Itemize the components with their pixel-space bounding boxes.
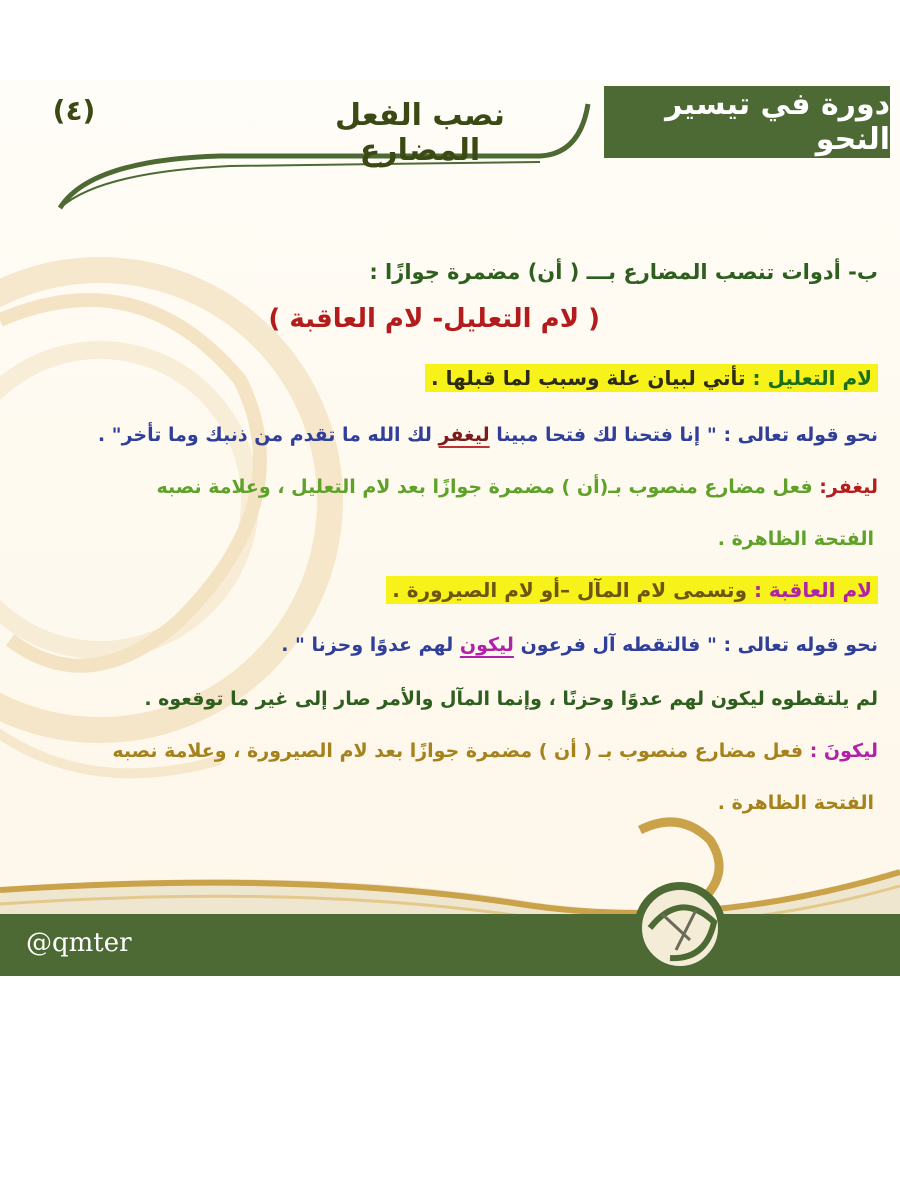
irab-1-continued: الفتحة الظاهرة .	[717, 528, 874, 550]
example-1	[98, 424, 878, 446]
taleel-highlight	[425, 364, 878, 392]
example-1-keyword: ليغفر	[438, 424, 490, 446]
example-2	[281, 634, 878, 656]
calligraphy-watermark	[0, 200, 360, 820]
aqiba-definition	[386, 578, 878, 602]
subheading-text: ( لام التعليل- لام العاقبة )	[268, 304, 600, 334]
explanation: لم يلتقطوه ليكون لهم عدوًا وحزنًا ، وإنما المآل والأمر صار إلى غير ما توقعوه .	[144, 688, 878, 710]
section-subheading	[268, 304, 600, 334]
irab-2-continued: الفتحة الظاهرة .	[717, 792, 874, 814]
example-2-intro: نحو قوله تعالى : " فالتقطه آل فرعون	[520, 634, 878, 656]
example-1-intro: نحو قوله تعالى : " إنا فتحنا لك فتحا مبينا	[496, 424, 878, 446]
example-2-rest: لهم عدوًا وحزنا " .	[281, 634, 454, 656]
footer-bar	[0, 914, 900, 976]
irab-2	[112, 740, 878, 762]
aqiba-label: لام العاقبة :	[753, 578, 872, 602]
irab-2-word: ليكونَ :	[809, 740, 878, 762]
example-2-keyword: ليكون	[459, 634, 514, 656]
course-banner: دورة في تيسير النحو	[604, 86, 890, 158]
aqiba-text: وتسمى لام المآل –أو لام الصيرورة .	[392, 578, 747, 602]
irab-2-text: فعل مضارع منصوب بـ ( أن ) مضمرة جوازًا بعد لام الصيرورة ، وعلامة نصبه	[112, 740, 804, 762]
irab-1-text: فعل مضارع منصوب بـ(أن ) مضمرة جوازًا بعد لام التعليل ، وعلامة نصبه	[156, 476, 813, 498]
lesson-number: (٤)	[52, 94, 96, 127]
calligraphy-logo	[610, 810, 740, 976]
lesson-title: نصب الفعل المضارع	[335, 98, 505, 168]
taleel-definition	[425, 366, 878, 390]
taleel-label: لام التعليل :	[752, 366, 872, 390]
aqiba-highlight	[386, 576, 878, 604]
lesson-card	[0, 80, 900, 976]
taleel-text: تأتي لبيان علة وسبب لما قبلها .	[431, 366, 746, 390]
example-1-rest: لك الله ما تقدم من ذنبك وما تأخر" .	[97, 424, 432, 446]
irab-1-word: ليغفر:	[819, 476, 878, 498]
twitter-handle: @qmter	[26, 928, 132, 958]
irab-1	[156, 476, 878, 498]
section-heading: ب- أدوات تنصب المضارع بـــ ( أن) مضمرة جوازًا :	[369, 260, 878, 284]
